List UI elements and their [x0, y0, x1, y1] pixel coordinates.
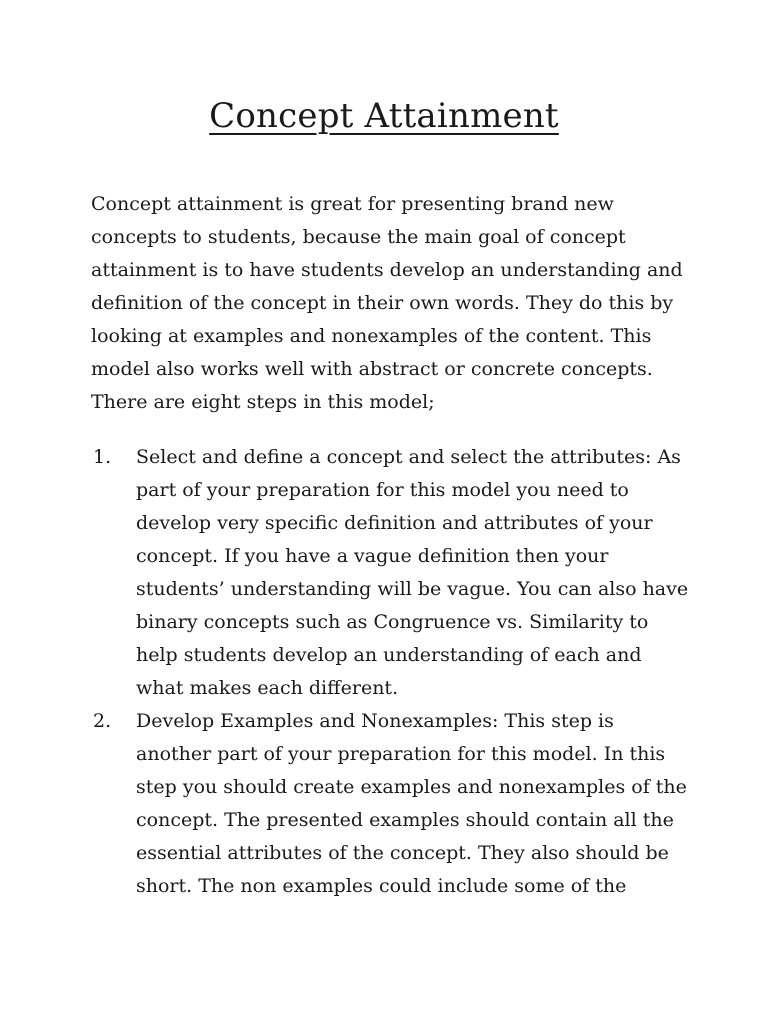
- page-title: Concept Attainment: [209, 96, 559, 136]
- step-text: Select and define a concept and select the attributes: As part of your preparation for this model you need to develop very specific definition and attributes of your concept. If you have a vague definition then your students’ understanding will be vague. You can also have binary concepts such as Congruence vs. Similarity to help students develop an understanding of each and what makes each different.: [136, 446, 689, 699]
- steps-list: [91, 441, 691, 903]
- step-number: 2.: [93, 710, 112, 732]
- intro-paragraph: Concept attainment is great for presenting brand new concepts to students, because the main goal of concept attainment is to have students develop an understanding and definition of the concept in their own words. They do this by looking at examples and nonexamples of the content. This model also works well with abstract or concrete concepts. There are eight steps in this model;: [91, 193, 683, 413]
- list-item-step-1: [91, 441, 691, 705]
- list-item-step-2: [91, 705, 691, 903]
- step-number: 1.: [93, 446, 112, 468]
- step-text: Develop Examples and Nonexamples: This step is another part of your preparation for this model. In this step you should create examples and nonexamples of the concept. The presented examples should contain all the essential attributes of the concept. They also should be short. The non examples could include some of the: [136, 710, 687, 897]
